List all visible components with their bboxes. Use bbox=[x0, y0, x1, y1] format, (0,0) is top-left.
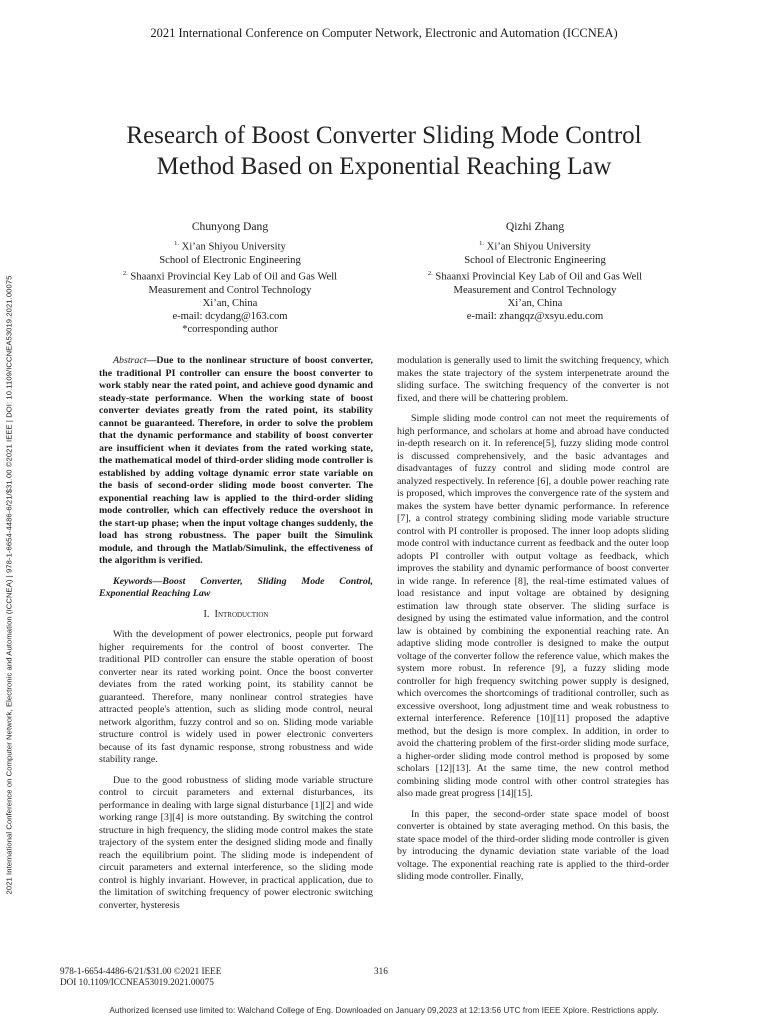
affiliation-2-dept: Measurement and Control Technology bbox=[453, 284, 617, 296]
body-paragraph: Simple sliding mode control can not meet the requirements of high performance, and scholars at home and abroad have conducted in-depth research on it. In reference[5], fuzzy sliding mode control is discussed comprehensively, and the basic advantages and disadvantages of fuzzy control and sliding mode control are analyzed respectively. In reference [6], a double power reaching rate is proposed, which improves the convergence rate of the system and makes the system have better dynamic performance. In reference [7], a control strategy combining sliding mode variable structure control with PI controller is proposed. The inner loop adopts sliding mode control with inductance current as feedback and the outer loop adopts PI controller with output voltage as feedback, which improves the stability and dynamic performance of boost converter in wide range. In reference [8], the real-time estimated values of load resistance and input voltage are obtained by designing estimation law through state observer. The sliding surface is designed by using the estimated value information, and the control law is obtained by combining the exponential reaching rate. An adaptive sliding mode controller is designed to make the output voltage of the converter follow the reference value, which makes the system more robust. In reference [9], a fuzzy sliding mode controller for high frequency switching power supply is designed, which overcomes the shortcomings of traditional controller, such as excessive overshoot, long adjustment time and weak robustness to external interference. Reference [10][11] proposed the adaptive method, but the design is more complex. In addition, in order to avoid the chattering problem of the first-order sliding mode surface, a higher-order sliding mode control method is proposed by some scholars [12][13]. At the same time, the new control method combining sliding mode control with other control strategies has also made great progress [14][15]. bbox=[397, 413, 669, 799]
side-banner bbox=[2, 190, 16, 980]
author-block-2 bbox=[410, 220, 660, 323]
page-number: 316 bbox=[374, 966, 388, 976]
license-notice: Authorized licensed use limited to: Walchand College of Eng. Downloaded on January 09,2023 at 12:13:56 UTC from IEEE Xplore. Restrictions apply. bbox=[109, 1005, 659, 1015]
footer-doi: DOI 10.1109/ICCNEA53019.2021.00075 bbox=[60, 977, 214, 987]
abstract bbox=[99, 355, 373, 568]
body-paragraph: In this paper, the second-order state space model of boost converter is obtained by state averaging method. On this basis, the state space model of the third-order sliding mode controller is given by introducing the dynamic deviation state variable of the load voltage. The exponential reaching rate is applied to the third-order sliding mode controller. Finally, bbox=[397, 808, 669, 882]
affiliation-1: Xi’an Shiyou University bbox=[179, 241, 286, 253]
author-block-1 bbox=[105, 220, 355, 337]
keywords: Keywords—Boost Converter, Sliding Mode Control, Exponential Reaching Law bbox=[99, 575, 373, 599]
author-email: e-mail: zhangqz@xsyu.edu.com bbox=[466, 311, 604, 323]
section-number: I. bbox=[203, 608, 210, 620]
conference-header: 2021 International Conference on Computer Network, Electronic and Automation (ICCNEA) bbox=[150, 26, 618, 40]
body-paragraph: modulation is generally used to limit the switching frequency, which makes the state trajectory of the system interpenetrate around the sliding surface. The switching frequency of the converter is not fixed, and there will be chattering problem. bbox=[397, 355, 669, 404]
affiliation-2: Shaanxi Provincial Key Lab of Oil and Gas Well bbox=[127, 271, 338, 283]
footer-isbn: 978-1-6654-4486-6/21/$31.00 ©2021 IEEE bbox=[60, 966, 222, 976]
body-paragraph: Due to the good robustness of sliding mode variable structure control to circuit parameters and external disturbances, its performance in dealing with large signal disturbance [1][2] and wide working range [3][4] is more outstanding. By switching the control structure in high frequency, the sliding mode control makes the state trajectory of the system enter the designed sliding mode and finally reach the equilibrium point. The sliding mode is independent of circuit parameters and external interference, so the sliding mode control is highly invariant. However, in practical application, due to the limitation of switching frequency of power electronic switching converter, hysteresis bbox=[99, 774, 373, 911]
title-line-2: Method Based on Exponential Reaching Law bbox=[156, 153, 612, 180]
side-banner-text: 2021 International Conference on Computer Network, Electronic and Automation (ICCNEA) | 978-1-6654-4486-6/21/$31.00 ©2021 IEEE | DOI: 10.1109/ICCNEA53019.2021.00075 bbox=[4, 275, 14, 895]
section-heading-introduction bbox=[99, 609, 373, 622]
author-city: Xi’an, China bbox=[507, 298, 563, 310]
right-column bbox=[397, 355, 669, 892]
affiliation-1: Xi’an Shiyou University bbox=[484, 241, 591, 253]
abstract-text: —Due to the nonlinear structure of boost converter, the traditional PI controller can ensure the boost converter to work stably near the rated point, and achieve good dynamic and steady-state performance. When the working state of boost converter deviates greatly from the rated point, its stability cannot be guaranteed. Therefore, in order to solve the problem that the dynamic performance and stability of boost converter are insufficient when it deviates from the rated working state, the mathematical model of third-order sliding mode controller is established by adding voltage dynamic error state variable on the basis of second-order sliding mode boost converter. The exponential reaching law is applied to the third-order sliding mode controller, which can effectively reduce the overshoot in the start-up phase; when the input voltage changes suddenly, the load has strong robustness. The paper built the Simulink module, and through the Matlab/Simulink, the effectiveness of the algorithm is verified. bbox=[99, 355, 373, 566]
affiliation-2: Shaanxi Provincial Key Lab of Oil and Gas Well bbox=[432, 271, 643, 283]
affiliation-marker: 1. bbox=[174, 240, 180, 248]
author-name: Qizhi Zhang bbox=[505, 220, 565, 233]
left-column bbox=[99, 355, 373, 920]
affiliation-marker: 2. bbox=[122, 270, 128, 278]
title-line-1: Research of Boost Converter Sliding Mode Control bbox=[126, 122, 642, 149]
affiliation-2-dept: Measurement and Control Technology bbox=[148, 284, 312, 296]
affiliation-marker: 1. bbox=[479, 240, 485, 248]
affiliation-marker: 2. bbox=[427, 270, 433, 278]
affiliation-1-dept: School of Electronic Engineering bbox=[464, 254, 606, 266]
author-name: Chunyong Dang bbox=[191, 220, 269, 233]
corresponding-note: *corresponding author bbox=[182, 324, 278, 336]
affiliation-1-dept: School of Electronic Engineering bbox=[159, 254, 301, 266]
footer-ids bbox=[60, 966, 221, 988]
author-email: e-mail: dcydang@163.com bbox=[172, 311, 288, 323]
body-paragraph: With the development of power electronics, people put forward higher requirements for the control of boost converter. The traditional PID controller can ensure the stable operation of boost converter near its rated working point. Once the boost converter deviates from the rated working point, its stability cannot be guaranteed. Therefore, many nonlinear control strategies have attracted people's attention, such as sliding mode control, neural network algorithm, fuzzy control and so on. Sliding mode variable structure control is widely used in power electronic converters because of its fast dynamic response, strong robustness and wide stability range. bbox=[99, 629, 373, 765]
abstract-label: Abstract bbox=[113, 355, 147, 366]
paper-title bbox=[60, 120, 708, 182]
author-city: Xi’an, China bbox=[202, 298, 258, 310]
section-title: Introduction bbox=[214, 608, 269, 620]
